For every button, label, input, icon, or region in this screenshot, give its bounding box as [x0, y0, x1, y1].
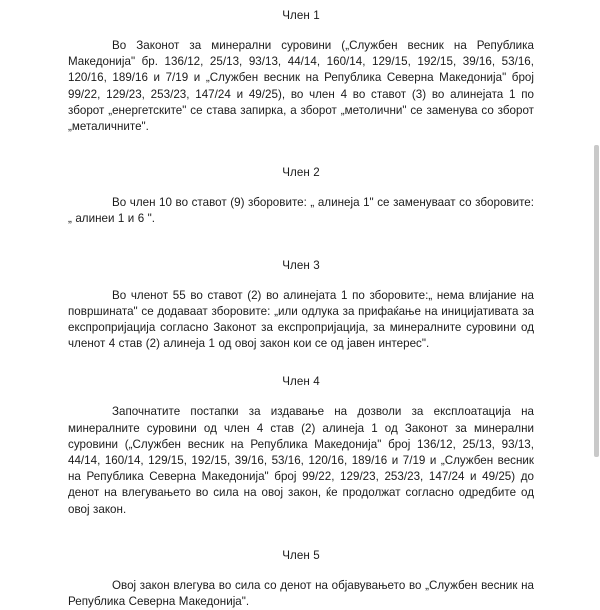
- article-section-1: [68, 8, 534, 135]
- article-section-5: [68, 548, 534, 610]
- article-heading-1: Член 1: [282, 9, 320, 22]
- article-heading-2: Член 2: [282, 166, 320, 180]
- article-paragraph-1: Во Законот за минерални суровини („Службен весник на Република Македонија" бр. 136/12, 25/13, 93/13, 44/14, 160/14, 129/15, 192/15, 39/16, 53/16, 120/16, 189/16 и 7/19 и „Службен весник на Република Северна Македонија" број 99/22, 129/23, 253/23, 147/24 и 49/25), во член 4 во ставот (3) во алинејата 1 по зборот „енергетските" се става запирка, а зборот „метолични" се заменува со зборот „металичните".: [68, 39, 534, 134]
- article-paragraph-5: Овој закон влегува во сила со денот на објавувањето во „Службен весник на Република Северна Македонија".: [68, 578, 534, 609]
- article-heading-3: Член 3: [282, 258, 320, 272]
- document-body: [68, 0, 534, 610]
- article-heading-4: Член 4: [282, 375, 320, 389]
- article-heading-5: Член 5: [282, 548, 320, 562]
- article-paragraph-3: Во членот 55 во ставот (2) во алинејата 1 по зборовите:„ нема влијание на површината" се додаваат зборовите: „или одлука за прифаќање на иницијативата за експропријација согласно Законот за експропријација, за минералните суровини од членот 4 став (2) алинеја 1 од овој закон кои се од јавен интерес".: [68, 288, 534, 351]
- article-section-4: [68, 374, 534, 517]
- article-section-2: [68, 165, 534, 227]
- article-paragraph-4: Започнатите постапки за издавање на дозволи за експлоатација на минералните суровини од член 4 став (2) алинеја 1 од Законот за минерални суровини („Службен весник на Република Македонија" број 136/12, 25/13, 93/13, 44/14, 160/14, 129/15, 192/15, 39/16, 53/16, 120/16, 189/16 и 7/19 и „Службен весник на Република Северна Македонија" број 99/22, 129/23, 253/23, 147/24 и 49/25) до денот на влегувањето во сила на овој закон, ќе продолжат согласно одредбите од овој закон.: [68, 405, 534, 516]
- article-section-3: [68, 258, 534, 353]
- article-paragraph-2: Во член 10 во ставот (9) зборовите: „ алинеја 1" се заменуваат со зборовите: „ алинеи 1 и 6 ".: [68, 196, 534, 226]
- scrollbar-track[interactable]: [593, 0, 600, 560]
- scrollbar-thumb[interactable]: [594, 145, 599, 457]
